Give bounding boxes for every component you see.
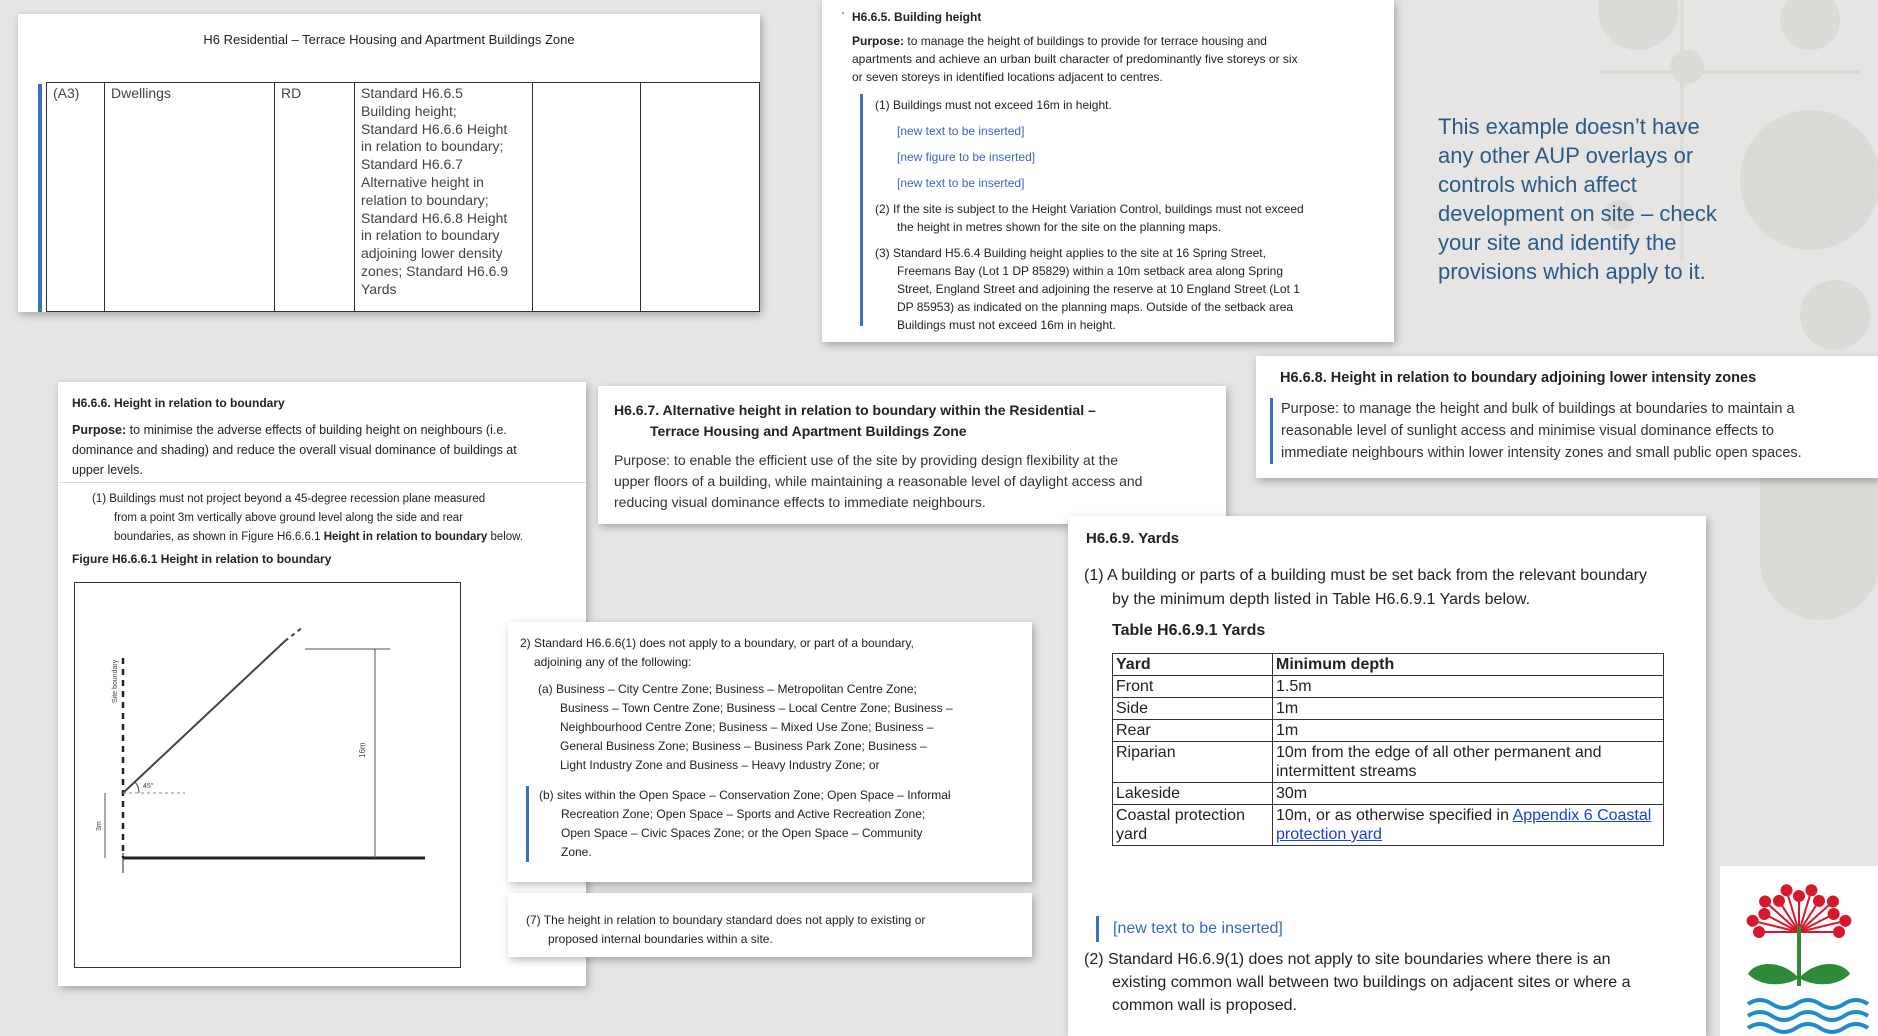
- angle-label: 45°: [143, 783, 154, 790]
- logo-stamen: [1781, 884, 1793, 896]
- three-metre-label: 3m: [96, 821, 103, 831]
- provision-2: (2) Standard H6.6.9(1) does not apply to site boundaries where there is an existing common wall between two buildings on adjacent sites or where a common wall is proposed.: [1084, 951, 1631, 1014]
- yards-card: [1068, 516, 1706, 1036]
- building-height-card: [822, 0, 1394, 342]
- yard-cell: Front: [1113, 676, 1273, 698]
- depth-cell: 30m: [1273, 783, 1664, 805]
- logo-stamen: [1753, 926, 1765, 938]
- purpose-text: Purpose: to enable the efficient use of the site by providing design flexibility at the upper floors of a building, while maintaining a reasonable level of daylight access and reducing visual dominance effects to immediate neighbours.: [614, 452, 1143, 510]
- activity-name: Dwellings: [105, 83, 275, 312]
- height-boundary-card: [58, 382, 586, 986]
- depth-cell: 1m: [1273, 698, 1664, 720]
- yards-table: [1112, 653, 1664, 846]
- depth-cell: 10m, or as otherwise specified in Appendix 6 Coastal protection yard: [1273, 805, 1664, 846]
- recession-plane-figure: [74, 582, 461, 968]
- logo-stamen: [1758, 908, 1770, 920]
- purpose-text: Purpose: to manage the height and bulk of buildings at boundaries to maintain a reasonable level of sunlight access and minimise visual dominance effects to immediate neighbours within lower intensity zones and small public open spaces.: [1270, 398, 1878, 464]
- activity-standards: Standard H6.6.5 Building height; Standard H6.6.6 Height in relation to boundary; Standard H6.6.7 Alternative height in relation to boundary; Standard H6.6.8 Height in relation to boundary adjoining lower density zones; Standard H6.6.9 Yards: [355, 83, 533, 312]
- depth-cell: 10m from the edge of all other permanent and intermittent streams: [1273, 742, 1664, 783]
- pohutukawa-logo-icon: [1720, 866, 1878, 1036]
- yard-cell: Coastal protection yard: [1113, 805, 1273, 846]
- depth-cell: 1.5m: [1273, 676, 1664, 698]
- exemptions-card: [508, 622, 1032, 882]
- col-depth: Minimum depth: [1273, 654, 1664, 676]
- height-label: 16m: [358, 742, 367, 758]
- provision-1: (1) A building or parts of a building must be set back from the relevant boundary by the minimum depth listed in Table H6.6.9.1 Yards below.: [1084, 567, 1647, 608]
- tick-mark: ': [842, 11, 844, 22]
- council-logo: [1720, 866, 1878, 1036]
- zone-title: H6 Residential – Terrace Housing and Apartment Buildings Zone: [203, 32, 575, 47]
- logo-stamen: [1747, 915, 1759, 927]
- lower-intensity-card: [1256, 356, 1878, 478]
- table-row: [1113, 742, 1664, 783]
- new-figure-placeholder: [new figure to be inserted]: [897, 150, 1036, 164]
- appendix-6-link[interactable]: Appendix 6 Coastal protection yard: [1276, 807, 1652, 843]
- logo-stamen: [1805, 884, 1817, 896]
- divider: [58, 482, 586, 483]
- section-heading: H6.6.7. Alternative height in relation to boundary within the Residential – Terrace Housing and Apartment Buildings Zone: [614, 402, 1096, 439]
- boundary-label: Site boundary: [112, 659, 119, 703]
- section-heading: H6.6.5. Building height: [852, 10, 982, 24]
- provision-1: (1) Buildings must not exceed 16m in height.: [875, 98, 1112, 112]
- activity-status: RD: [275, 83, 355, 312]
- table-row: [1113, 805, 1664, 846]
- alternative-height-card: [598, 386, 1226, 524]
- change-bar: [38, 84, 42, 312]
- table-row: [1113, 698, 1664, 720]
- purpose-text: Purpose: to minimise the adverse effects of building height on neighbours (i.e. dominance and shading) and reduce the overall visual dominance of buildings at upper levels.: [72, 423, 517, 477]
- yard-cell: Rear: [1113, 720, 1273, 742]
- activity-table: [46, 82, 760, 312]
- activity-code: (A3): [47, 83, 105, 312]
- logo-stamen: [1793, 890, 1805, 902]
- new-text-placeholder: [new text to be inserted]: [1096, 916, 1283, 942]
- logo-stamen: [1828, 908, 1840, 920]
- provisions-list: [860, 94, 1380, 332]
- provision-1: (1) Buildings must not project beyond a 45-degree recession plane measured from a point 3m vertically above ground level along the side and rear boundaries, as shown in Figure H6.6.6.1 Height in relation to boundary below.: [92, 493, 524, 543]
- table-title: Table H6.6.9.1 Yards: [1112, 622, 1266, 639]
- logo-stamen: [1813, 895, 1825, 907]
- activity-table-card: [18, 14, 760, 312]
- table-row: [47, 83, 760, 312]
- logo-stamen: [1827, 895, 1839, 907]
- recession-plane-line: [123, 641, 285, 793]
- table-row: [1113, 783, 1664, 805]
- logo-stamen: [1839, 915, 1851, 927]
- exemption-b: (b) sites within the Open Space – Conservation Zone; Open Space – Informal Recreation Zone; Open Space – Sports and Active Recreation Zone; Open Space – Civic Spaces Zone; or the Open Space – Community Zone.: [526, 786, 1030, 862]
- col-yard: Yard: [1113, 654, 1273, 676]
- provision-7: (7) The height in relation to boundary standard does not apply to existing or proposed internal boundaries within a site.: [526, 913, 926, 946]
- recession-plane-diagram: [75, 583, 460, 967]
- logo-stamen: [1833, 926, 1845, 938]
- empty-cell: [533, 83, 641, 312]
- exemption-a: (a) Business – City Centre Zone; Business – Metropolitan Centre Zone; Business – Town Centre Zone; Business – Local Centre Zone; Business – Neighbourhood Centre Zone; Business – Mixed Use Zone; Business – General Business Zone; Business – Business Park Zone; Business – Light Industry Zone and Business – Heavy Industry Zone; or: [538, 682, 953, 772]
- provision-2: 2) Standard H6.6.6(1) does not apply to a boundary, or part of a boundary, adjoining any of the following:: [520, 636, 914, 669]
- overlay-note: This example doesn’t have any other AUP overlays or controls which affect development on site – check your site and identify the provisions which apply to it.: [1438, 114, 1717, 284]
- provision-2: (2) If the site is subject to the Height Variation Control, buildings must not exceed the height in metres shown for the site on the planning maps.: [875, 202, 1304, 234]
- figure-title: Figure H6.6.6.1 Height in relation to boundary: [72, 552, 332, 566]
- yard-cell: Side: [1113, 698, 1273, 720]
- logo-stamen: [1759, 895, 1771, 907]
- internal-boundary-card: [508, 893, 1032, 957]
- new-text-placeholder: [new text to be inserted]: [897, 176, 1025, 190]
- yard-cell: Riparian: [1113, 742, 1273, 783]
- section-heading: H6.6.8. Height in relation to boundary adjoining lower intensity zones: [1280, 370, 1757, 386]
- provision-3: (3) Standard H5.6.4 Building height applies to the site at 16 Spring Street, Freemans Bay (Lot 1 DP 85829) within a 10m setback area along Spring Street, England Street and adjoining the reserve at 10 England Street (Lot 1 DP 85953) as indicated on the planning maps. Outside of the setback area Buildings must not exceed 16m in height.: [875, 246, 1300, 332]
- table-row: [1113, 720, 1664, 742]
- yard-cell: Lakeside: [1113, 783, 1273, 805]
- depth-cell: 1m: [1273, 720, 1664, 742]
- section-heading: H6.6.6. Height in relation to boundary: [72, 396, 285, 410]
- empty-cell: [641, 83, 760, 312]
- table-header: [1113, 654, 1664, 676]
- section-heading: H6.6.9. Yards: [1086, 530, 1180, 547]
- logo-stamen: [1773, 895, 1785, 907]
- purpose-text: Purpose: to manage the height of buildings to provide for terrace housing and apartments and achieve an urban built character of predominantly five storeys or six or seven storeys in identified locations adjacent to centres.: [852, 34, 1298, 84]
- table-row: [1113, 676, 1664, 698]
- new-text-placeholder: [new text to be inserted]: [897, 124, 1025, 138]
